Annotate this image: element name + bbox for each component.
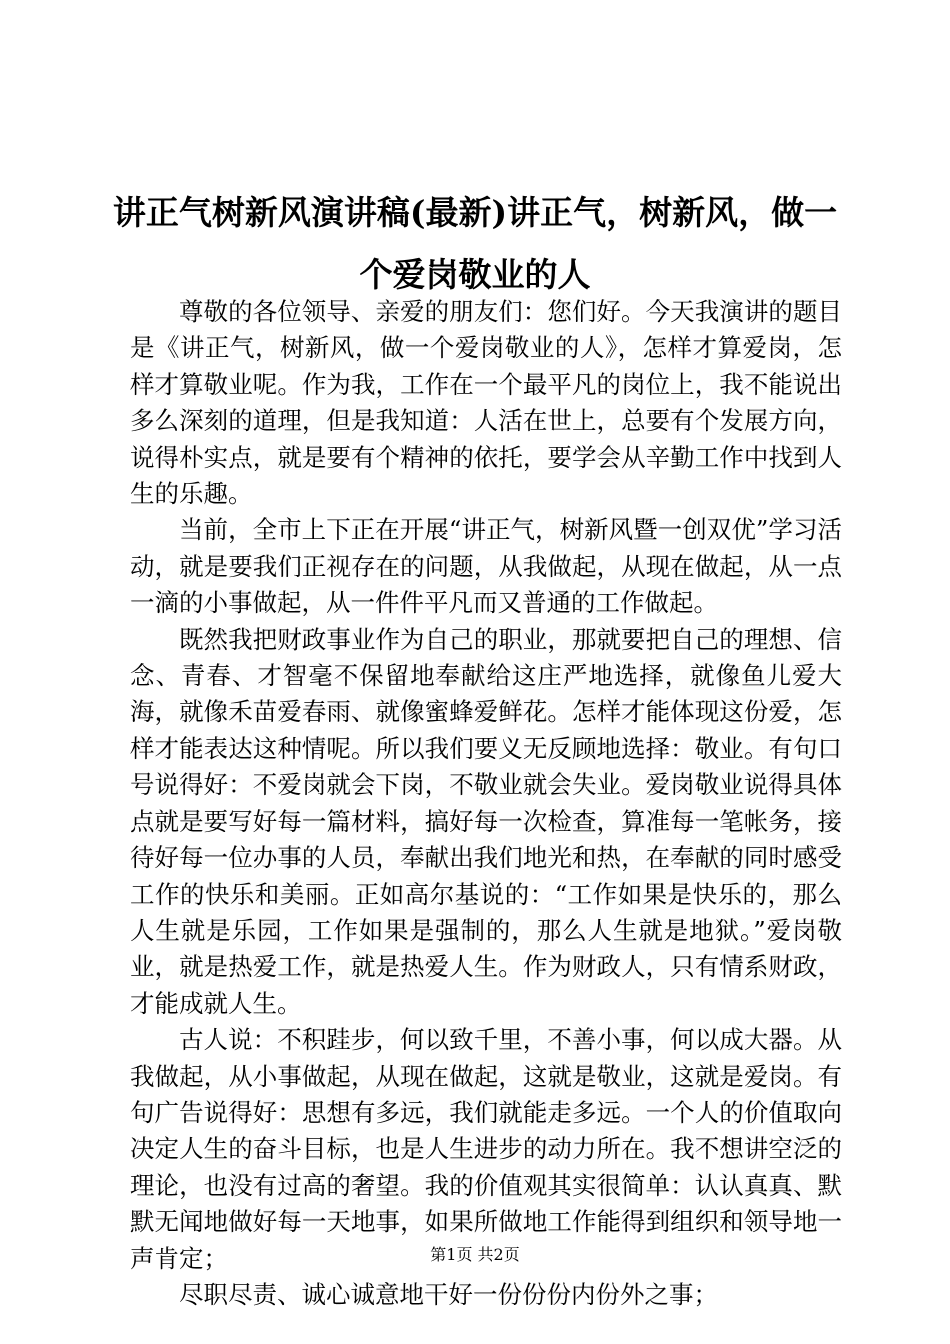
document-body — [130, 294, 842, 1313]
paragraph: 古人说：不积跬步，何以致千里，不善小事，何以成大器。从我做起，从小事做起，从现在做起，这就是敬业，这就是爱岗。有句广告说得好：思想有多远，我们就能走多远。一个人的价值取向决定人生的奋斗目标，也是人生进步的动力所在。我不想讲空泛的理论，也没有过高的奢望。我的价值观其实很简单：认认真真、默默无闻地做好每一天地事，如果所做地工作能得到组织和领导地一声肯定； — [130, 1025, 842, 1273]
paragraph: 尽职尽责、诚心诚意地干好一份份份内份外之事； — [179, 1279, 718, 1309]
document-title: 讲正气树新风演讲稿(最新)讲正气，树新风，做一个爱岗敬业的人 — [112, 193, 838, 294]
paragraph: 既然我把财政事业作为自己的职业，那就要把自己的理想、信念、青春、才智毫不保留地奉献给这庄严地选择，就像鱼儿爱大海，就像禾苗爱春雨、就像蜜蜂爱鲜花。怎样才能体现这份爱，怎样才能表达这种情呢。所以我们要义无反顾地选择：敬业。有句口号说得好：不爱岗就会下岗，不敬业就会失业。爱岗敬业说得具体点就是要写好每一篇材料，搞好每一次检查，算准每一笔帐务，接待好每一位办事的人员，奉献出我们地光和热，在奉献的同时感受工作的快乐和美丽。正如高尔基说的：“工作如果是快乐的，那么人生就是乐园，工作如果是强制的，那么人生就是地狱。”爱岗敬业，就是热爱工作，就是热爱人生。作为财政人，只有情系财政，才能成就人生。 — [130, 624, 842, 1018]
paragraph: 尊敬的各位领导、亲爱的朋友们：您们好。今天我演讲的题目是《讲正气，树新风，做一个爱岗敬业的人》，怎样才算爱岗，怎样才算敬业呢。作为我，工作在一个最平凡的岗位上，我不能说出多么深刻的道理，但是我知道：人活在世上，总要有个发展方向，说得朴实点，就是要有个精神的依托，要学会从辛勤工作中找到人生的乐趣。 — [130, 297, 842, 509]
paragraph: 当前，全市上下正在开展“讲正气，树新风暨一创双优”学习活动，就是要我们正视存在的问题，从我做起，从现在做起，从一点一滴的小事做起，从一件件平凡而又普通的工作做起。 — [130, 515, 842, 618]
page-number-footer: 第1页 共2页 — [430, 1245, 520, 1264]
